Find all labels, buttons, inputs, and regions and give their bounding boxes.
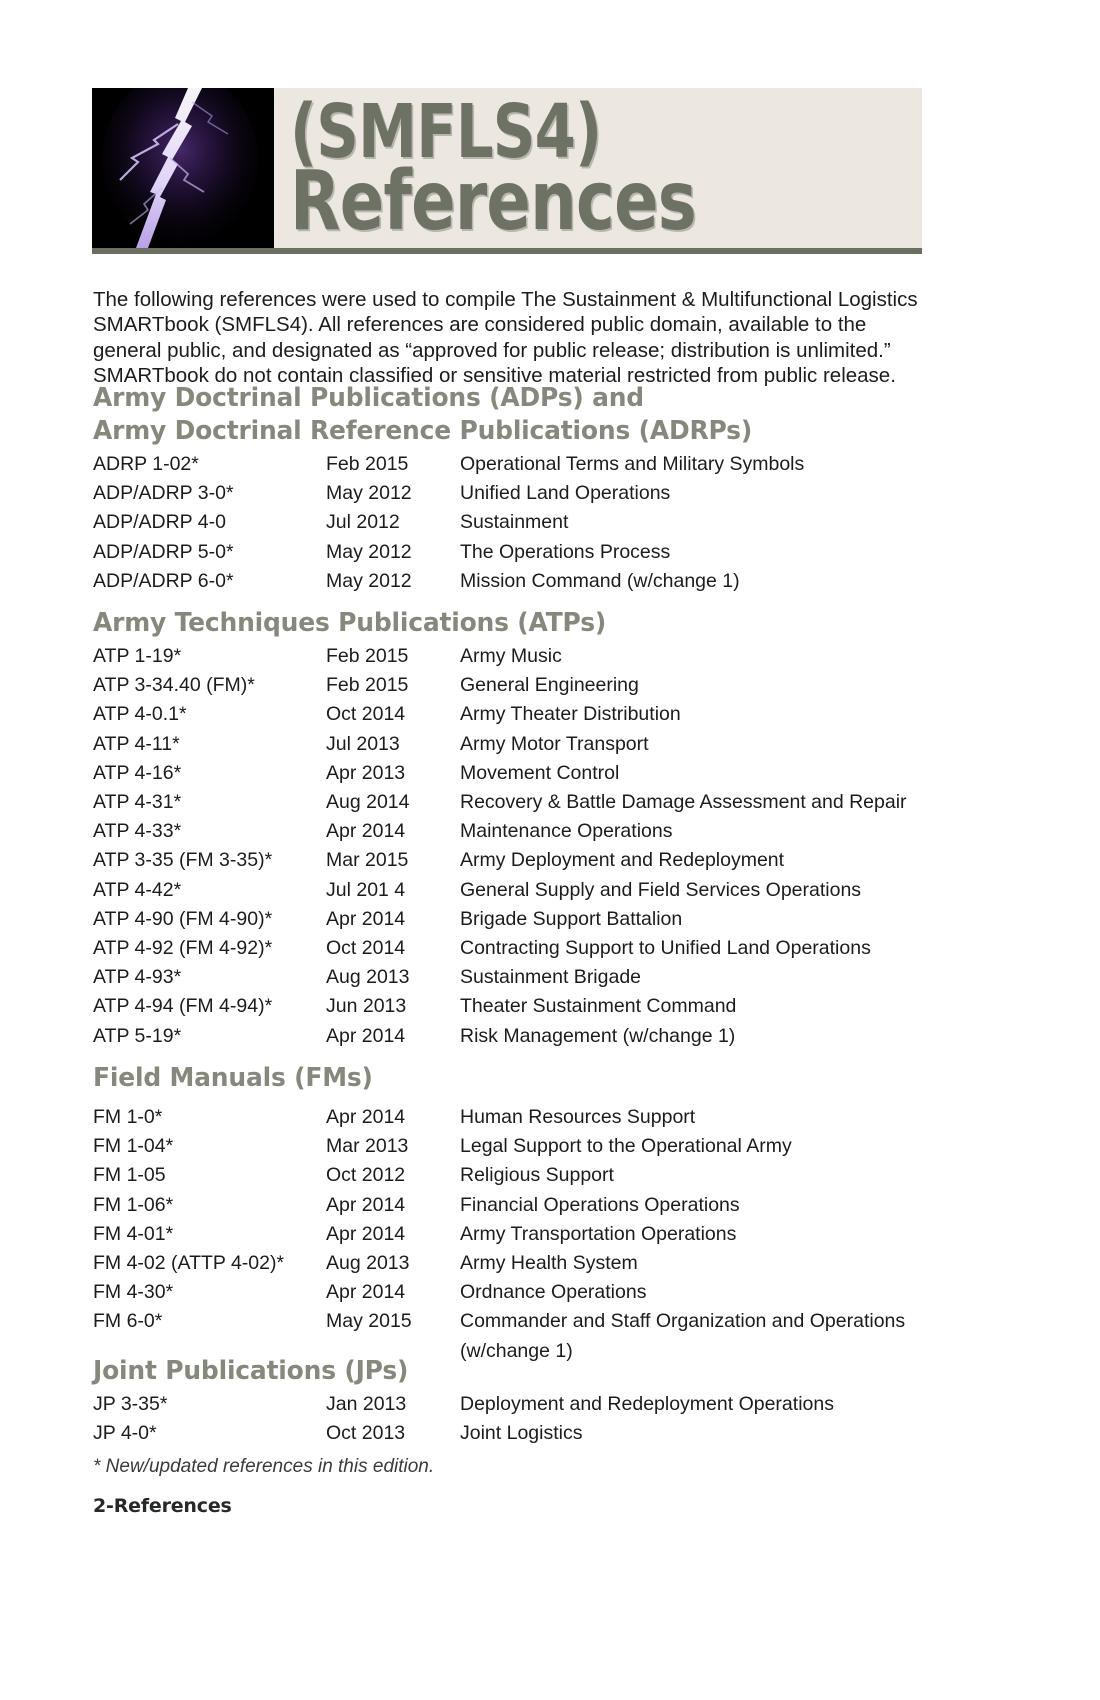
table-row <box>93 759 1093 788</box>
table-row <box>93 1249 1093 1278</box>
reference-title: Army Music <box>460 645 562 667</box>
reference-date: Jul 201 4 <box>326 878 406 901</box>
table-row <box>93 538 1093 567</box>
reference-date: Apr 2013 <box>326 761 406 784</box>
banner-title-line1: (SMFLS4) <box>290 89 602 176</box>
reference-title: Army Transportation Operations <box>460 1222 737 1245</box>
section-heading-line1: Joint Publications (JPs) <box>93 1356 409 1386</box>
reference-title: Mission Command (w/change 1) <box>460 569 740 592</box>
reference-date: Oct 2012 <box>326 1164 406 1187</box>
reference-id: ATP 4-11* <box>93 732 180 755</box>
section-fm <box>93 1062 1093 1366</box>
reference-id: FM 4-01* <box>93 1222 174 1245</box>
section-atp <box>93 607 1093 1051</box>
table-row <box>93 876 1093 905</box>
header-divider-rule <box>92 248 922 254</box>
footnote: * New/updated references in this edition. <box>93 1456 435 1477</box>
reference-title: Army Motor Transport <box>460 732 649 755</box>
table-row <box>93 1220 1093 1249</box>
reference-id: ATP 4-92 (FM 4-92)* <box>93 937 273 960</box>
reference-date: Oct 2013 <box>326 1422 406 1445</box>
table-row <box>93 1191 1093 1220</box>
reference-title: Sustainment Brigade <box>460 966 642 989</box>
intro-paragraph: The following references were used to compile The Sustainment & Multifunctional Logistics SMARTbook (SMFLS4). All references are considered public domain, available to the general public, and designated as “approved for public release; distribution is unlimited.” SMARTbook do not contain classified or sensitive material restricted from public release. <box>93 287 918 387</box>
table-row <box>93 1103 1093 1132</box>
reference-date: Feb 2015 <box>326 674 409 697</box>
reference-date: Jul 2012 <box>326 511 400 534</box>
table-row <box>93 1278 1093 1307</box>
reference-id: ATP 4-33* <box>93 820 182 843</box>
reference-id: ADP/ADRP 6-0* <box>93 569 234 592</box>
section-heading-line1: Army Techniques Publications (ATPs) <box>93 608 607 638</box>
table-row <box>93 508 1093 537</box>
reference-list <box>93 1103 1093 1366</box>
reference-date: Apr 2014 <box>326 907 406 930</box>
reference-title: Army Theater Distribution <box>460 703 681 726</box>
reference-title: Brigade Support Battalion <box>460 907 683 930</box>
reference-date: May 2012 <box>326 569 412 592</box>
reference-title: Operational Terms and Military Symbols <box>460 453 805 475</box>
table-row <box>93 700 1093 729</box>
reference-title: Joint Logistics <box>460 1422 583 1445</box>
reference-id: ADP/ADRP 5-0* <box>93 540 234 563</box>
reference-id: FM 6-0* <box>93 1310 163 1333</box>
reference-title: General Engineering <box>460 674 639 697</box>
reference-title: Ordnance Operations <box>460 1281 647 1304</box>
table-row <box>93 479 1093 508</box>
table-row <box>93 817 1093 846</box>
reference-id: ATP 4-16* <box>93 761 182 784</box>
table-row <box>93 450 1093 479</box>
reference-date: May 2012 <box>326 540 412 563</box>
table-row <box>93 963 1093 992</box>
reference-title: Religious Support <box>460 1164 614 1187</box>
reference-date: Mar 2013 <box>326 1135 409 1158</box>
reference-title: Sustainment <box>460 511 569 534</box>
reference-title: Army Health System <box>460 1252 638 1275</box>
reference-date: Apr 2014 <box>326 1281 406 1304</box>
reference-date: Apr 2014 <box>326 1193 406 1216</box>
table-row <box>93 671 1093 700</box>
reference-date: May 2015 <box>326 1310 412 1333</box>
reference-date: Jan 2013 <box>326 1393 407 1415</box>
reference-id: ATP 3-34.40 (FM)* <box>93 674 255 697</box>
reference-date: Mar 2015 <box>326 849 409 872</box>
reference-date: Apr 2014 <box>326 1024 406 1047</box>
reference-title: Movement Control <box>460 761 620 784</box>
banner-title-line2: References <box>290 153 697 248</box>
reference-title: The Operations Process <box>460 540 671 563</box>
reference-id: ATP 4-31* <box>93 791 182 814</box>
section-heading-line2: Army Doctrinal Reference Publications (ADRPs) <box>93 416 753 446</box>
section-heading-line1: Army Doctrinal Publications (ADPs) and <box>93 383 644 413</box>
reference-date: Apr 2014 <box>326 820 406 843</box>
reference-date: Aug 2013 <box>326 966 410 989</box>
lightning-bolt-icon <box>92 88 274 248</box>
reference-id: ATP 4-90 (FM 4-90)* <box>93 907 273 930</box>
reference-date: Jun 2013 <box>326 995 407 1018</box>
banner-title-block <box>274 88 922 248</box>
reference-id: ATP 4-42* <box>93 878 182 901</box>
reference-title: Risk Management (w/change 1) <box>460 1024 736 1047</box>
table-row <box>93 1161 1093 1190</box>
reference-id: FM 4-02 (ATTP 4-02)* <box>93 1252 285 1275</box>
reference-id: FM 1-0* <box>93 1106 163 1128</box>
table-row <box>93 730 1093 759</box>
reference-id: FM 4-30* <box>93 1281 174 1304</box>
reference-title: Human Resources Support <box>460 1106 696 1128</box>
reference-id: FM 1-06* <box>93 1193 174 1216</box>
reference-title: Unified Land Operations <box>460 482 671 505</box>
reference-id: ATP 4-93* <box>93 966 182 989</box>
reference-date: Apr 2014 <box>326 1106 406 1128</box>
reference-id: FM 1-05 <box>93 1164 166 1187</box>
reference-id: ATP 5-19* <box>93 1024 182 1047</box>
reference-id: JP 3-35* <box>93 1393 168 1415</box>
reference-date: Aug 2013 <box>326 1252 410 1275</box>
reference-list <box>93 450 1093 596</box>
table-row <box>93 1390 1093 1419</box>
reference-id: ATP 4-0.1* <box>93 703 187 726</box>
table-row <box>93 788 1093 817</box>
table-row <box>93 846 1093 875</box>
table-row <box>93 1419 1093 1448</box>
reference-list <box>93 642 1093 1051</box>
reference-date: Apr 2014 <box>326 1222 406 1245</box>
reference-id: ATP 4-94 (FM 4-94)* <box>93 995 273 1018</box>
reference-title: General Supply and Field Services Operations <box>460 878 862 901</box>
reference-title: Maintenance Operations <box>460 820 673 843</box>
reference-title: Legal Support to the Operational Army <box>460 1135 792 1158</box>
table-row <box>93 905 1093 934</box>
reference-id: FM 1-04* <box>93 1135 174 1158</box>
page-header-banner <box>92 88 922 248</box>
section-adp-adrp <box>93 382 1093 596</box>
reference-title: Financial Operations Operations <box>460 1193 740 1216</box>
reference-date: Jul 2013 <box>326 732 400 755</box>
reference-date: Feb 2015 <box>326 453 409 475</box>
reference-id: ATP 3-35 (FM 3-35)* <box>93 849 273 872</box>
reference-title: Deployment and Redeployment Operations <box>460 1393 834 1415</box>
reference-title-continuation: (w/change 1) <box>460 1339 573 1362</box>
reference-date: Aug 2014 <box>326 791 410 814</box>
reference-date: Feb 2015 <box>326 645 409 667</box>
reference-title-main: Commander and Staff Organization and Operations <box>460 1310 906 1333</box>
reference-date: Oct 2014 <box>326 937 406 960</box>
reference-id: ADP/ADRP 4-0 <box>93 511 226 534</box>
reference-list <box>93 1390 1093 1448</box>
reference-id: ADP/ADRP 3-0* <box>93 482 234 505</box>
reference-id: JP 4-0* <box>93 1422 157 1445</box>
section-jp <box>93 1355 1093 1448</box>
table-row <box>93 934 1093 963</box>
page-number: 2-References <box>93 1495 232 1517</box>
reference-id: ADRP 1-02* <box>93 453 199 475</box>
reference-title: Theater Sustainment Command <box>460 995 737 1018</box>
reference-title: Army Deployment and Redeployment <box>460 849 785 872</box>
section-heading-line1: Field Manuals (FMs) <box>93 1063 373 1093</box>
reference-title: Recovery & Battle Damage Assessment and Repair <box>460 791 907 814</box>
table-row <box>93 1022 1093 1051</box>
reference-title: Contracting Support to Unified Land Operations <box>460 937 871 960</box>
reference-id: ATP 1-19* <box>93 645 182 667</box>
table-row <box>93 567 1093 596</box>
reference-date: Oct 2014 <box>326 703 406 726</box>
table-row <box>93 1132 1093 1161</box>
table-row <box>93 992 1093 1021</box>
table-row <box>93 642 1093 671</box>
reference-date: May 2012 <box>326 482 412 505</box>
